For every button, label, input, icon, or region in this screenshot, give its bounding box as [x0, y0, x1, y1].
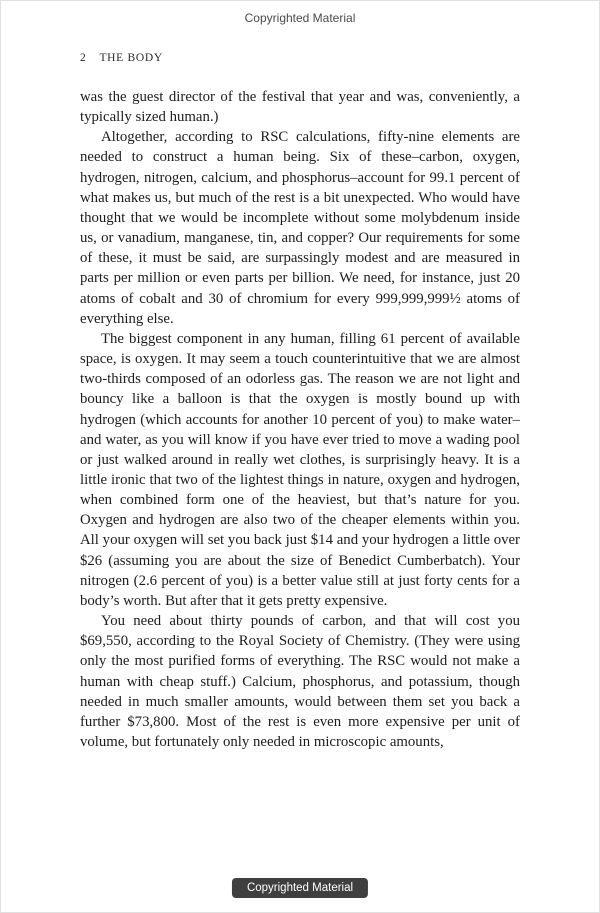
paragraph: Altogether, according to RSC calculations, fifty-nine elements are needed to construct a human being. Six of these–carbon, oxygen, hydrogen, nitrogen, calcium, and phosphorus–account for 99.1 percent of what makes us, but much of the rest is a bit unexpected. Who would have thought that we would be incomplete without some molybdenum inside us, or vanadium, manganese, tin, and copper? Our requirements for some of these, it must be said, are surpassingly modest and are measured in parts per million or even parts per billion. We need, for instance, just 20 atoms of cobalt and 30 of chromium for every 999,999,999½ atoms of everything else. [80, 129, 520, 327]
copyright-notice-bottom: Copyrighted Material [232, 878, 368, 898]
page-number: 2 [80, 52, 87, 64]
paragraph: You need about thirty pounds of carbon, and that will cost you $69,550, according to the Royal Society of Chemistry. (They were using only the most purified forms of everything. The RSC would not make a human with cheap stuff.) Calcium, phosphorus, and potassium, though needed in much smaller amounts, would between them set you back a further $73,800. Most of the rest is even more expensive per unit of volume, but fortunately only needed in microscopic amounts, [80, 613, 520, 750]
book-title: THE BODY [99, 52, 163, 64]
paragraph: was the guest director of the festival that year and was, conveniently, a typically sized human.) [80, 89, 520, 126]
body-text [80, 87, 520, 819]
paragraph: The biggest component in any human, filling 61 percent of available space, is oxygen. It may seem a touch counterintuitive that we are almost two-thirds composed of an odorless gas. The reason we are not light and bouncy like a balloon is that the oxygen is mostly bound up with hydrogen (which accounts for another 10 percent of you) to make water–and water, as you will know if you have ever tried to move a wading pool or just walked around in really wet clothes, is surprisingly heavy. It is a little ironic that two of the lightest things in nature, oxygen and hydrogen, when combined form one of the heaviest, but that’s nature for you. Oxygen and hydrogen are also two of the cheaper elements within you. All your oxygen will set you back just $14 and your hydrogen a little over $26 (assuming you are about the size of Benedict Cumberbatch). Your nitrogen (2.6 percent of you) is a better value still at just forty cents for a body’s worth. But after that it gets pretty expensive. [80, 330, 520, 609]
running-header [80, 52, 163, 64]
copyright-notice-top: Copyrighted Material [244, 11, 356, 25]
